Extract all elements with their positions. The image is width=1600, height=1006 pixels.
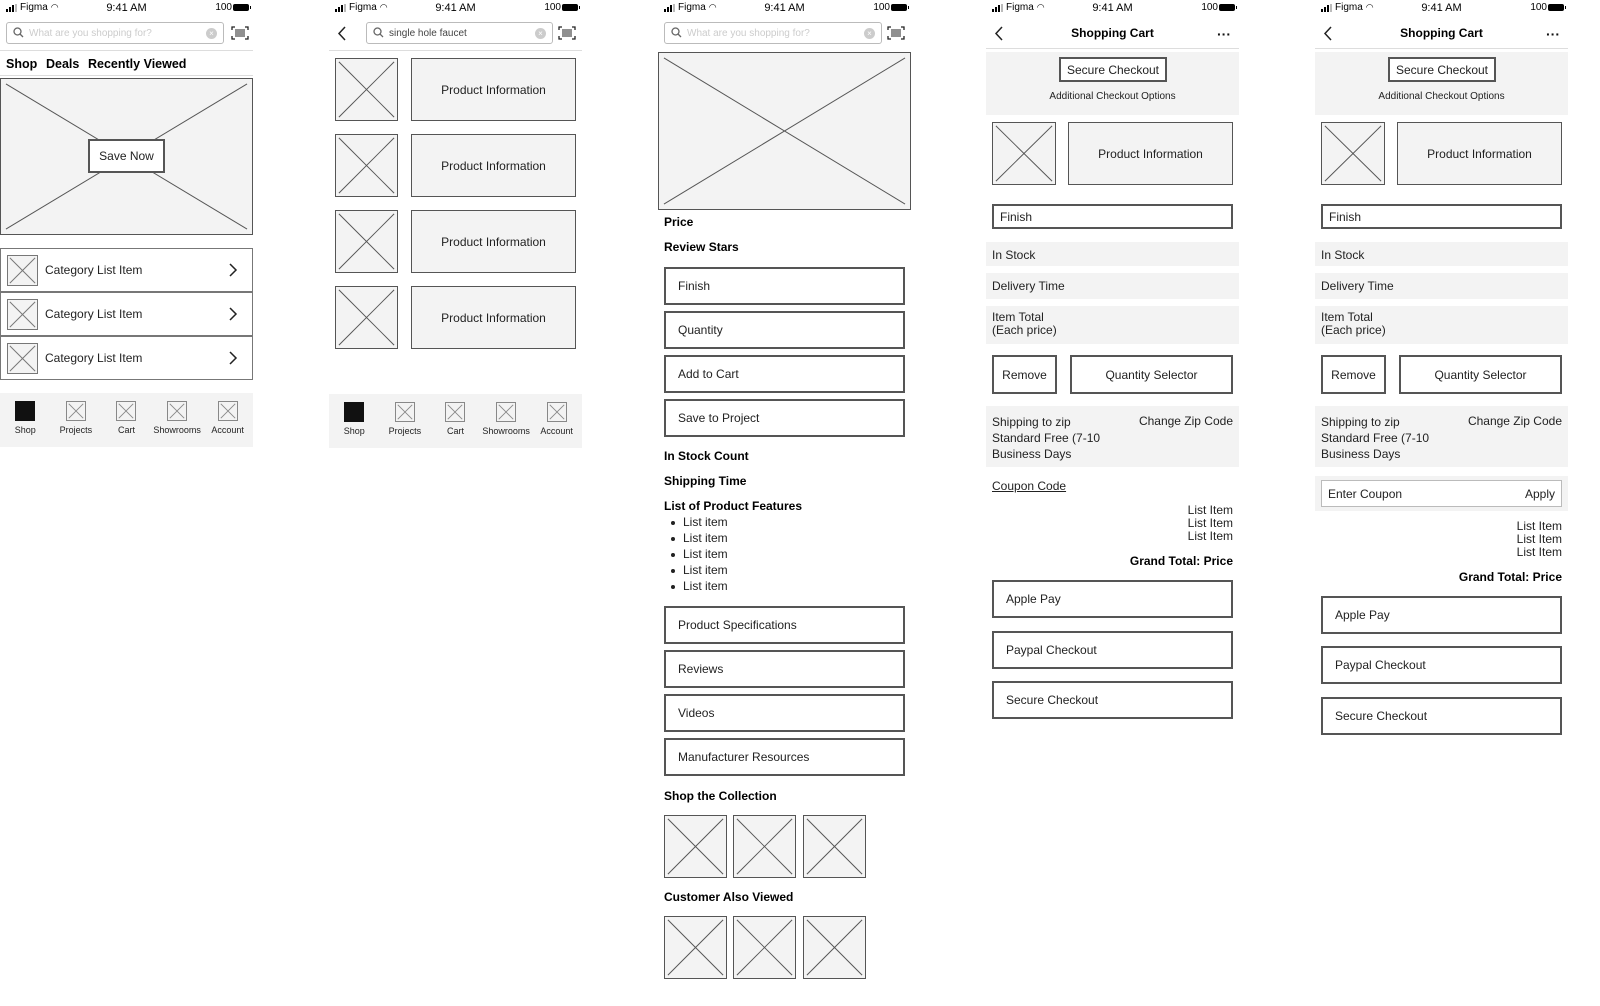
paypal-checkout-button[interactable]: Paypal Checkout (1321, 646, 1562, 684)
collection-item-image[interactable] (664, 815, 727, 878)
also-viewed-title: Customer Also Viewed (664, 890, 794, 904)
wifi-icon: ◠ (708, 2, 717, 12)
tab-label: Shop (343, 426, 365, 436)
status-time: 9:41 AM (764, 2, 805, 14)
category-label: Category List Item (45, 307, 143, 321)
wifi-icon: ◠ (1036, 2, 1045, 12)
item-total-label: Item Total (Each price) (1321, 310, 1386, 337)
also-viewed-item-image[interactable] (803, 916, 866, 979)
tab-label: Account (540, 426, 573, 436)
tab-account[interactable] (532, 402, 581, 448)
back-icon[interactable] (337, 26, 347, 41)
also-viewed-item-image[interactable] (664, 916, 727, 979)
carrier-label: Figma (20, 2, 48, 13)
barcode-scan-icon[interactable] (558, 26, 576, 40)
status-bar (658, 0, 911, 16)
collection-item-image[interactable] (733, 815, 796, 878)
cart-icon (445, 402, 465, 422)
more-icon[interactable]: ··· (1546, 26, 1560, 42)
nav-deals[interactable]: Deals (46, 57, 80, 71)
battery-label: 100 (215, 2, 232, 13)
category-label: Category List Item (45, 351, 143, 365)
battery-icon (1548, 4, 1564, 11)
delivery-time-label: Delivery Time (1321, 279, 1394, 293)
status-time: 9:41 AM (435, 2, 476, 14)
battery-label: 100 (873, 2, 890, 13)
tab-label: Shop (14, 425, 36, 435)
tab-projects[interactable] (380, 402, 429, 448)
search-input[interactable] (6, 22, 224, 44)
change-zip-link[interactable]: Change Zip Code (1138, 414, 1233, 428)
tab-label: Cart (117, 425, 135, 435)
in-stock-count: In Stock Count (664, 449, 749, 463)
wifi-icon: ◠ (50, 2, 59, 12)
product-information[interactable]: Product Information (411, 286, 576, 349)
cart-icon (116, 401, 136, 421)
cart-product-image[interactable] (992, 122, 1056, 185)
carrier-label: Figma (349, 2, 377, 13)
tab-shop[interactable] (330, 402, 379, 448)
shop-collection-title: Shop the Collection (664, 789, 777, 803)
status-time: 9:41 AM (1092, 2, 1133, 14)
shipping-info: Shipping to zip Standard Free (7-10 Business Days (1321, 415, 1430, 461)
features-title: List of Product Features (664, 499, 803, 513)
tab-label: Showrooms (153, 425, 201, 435)
apple-pay-button[interactable]: Apple Pay (1321, 596, 1562, 634)
category-image (7, 255, 38, 286)
battery-icon (891, 4, 907, 11)
category-label: Category List Item (45, 263, 143, 277)
screen-home (0, 0, 253, 1006)
category-image (7, 299, 38, 330)
category-list-item[interactable] (0, 292, 253, 336)
search-input[interactable] (664, 22, 882, 44)
finish-selector[interactable]: Finish (664, 267, 905, 305)
clear-icon[interactable]: × (206, 28, 217, 39)
status-time: 9:41 AM (1421, 2, 1462, 14)
page-title: Shopping Cart (1400, 26, 1483, 40)
save-now-button[interactable]: Save Now (88, 139, 165, 173)
showrooms-icon (167, 401, 187, 421)
battery-label: 100 (544, 2, 561, 13)
additional-checkout-options[interactable]: Additional Checkout Options (1378, 91, 1505, 102)
search-input[interactable] (366, 22, 553, 44)
coupon-placeholder: Enter Coupon (1328, 487, 1403, 501)
reviews-button[interactable]: Reviews (664, 650, 905, 688)
shop-icon (15, 401, 35, 421)
collection-item-image[interactable] (803, 815, 866, 878)
category-image (7, 343, 38, 374)
remove-button[interactable]: Remove (1321, 355, 1386, 394)
order-summary-list: List Item List Item List Item (1187, 503, 1233, 543)
status-bar (1315, 0, 1568, 16)
page-title: Shopping Cart (1071, 26, 1154, 40)
manufacturer-resources-button[interactable]: Manufacturer Resources (664, 738, 905, 776)
in-stock-label: In Stock (992, 248, 1036, 262)
tab-account[interactable] (203, 401, 252, 447)
secure-checkout-button[interactable]: Secure Checkout (992, 681, 1233, 719)
tab-label: Cart (446, 426, 464, 436)
carrier-label: Figma (678, 2, 706, 13)
grand-total: Grand Total: Price (1458, 570, 1562, 584)
account-icon (218, 401, 238, 421)
status-bar (986, 0, 1239, 16)
review-stars[interactable]: Review Stars (664, 240, 739, 254)
remove-button[interactable]: Remove (992, 355, 1057, 394)
search-icon (671, 27, 682, 38)
paypal-checkout-button[interactable]: Paypal Checkout (992, 631, 1233, 669)
carrier-label: Figma (1335, 2, 1363, 13)
search-value: single hole faucet (389, 27, 467, 39)
nav-recently-viewed[interactable]: Recently Viewed (88, 57, 187, 71)
finish-field[interactable]: Finish (1321, 204, 1562, 229)
tab-shop[interactable] (1, 401, 50, 447)
search-placeholder: What are you shopping for? (687, 27, 810, 39)
status-bar (329, 0, 582, 16)
carrier-label: Figma (1006, 2, 1034, 13)
product-hero-image[interactable] (658, 52, 911, 210)
feature-item: List item (664, 515, 728, 531)
finish-field[interactable]: Finish (992, 204, 1233, 229)
add-to-cart-button[interactable]: Add to Cart (664, 355, 905, 393)
feature-item: List item (664, 563, 728, 579)
apply-coupon-button[interactable]: Apply (1524, 487, 1555, 501)
account-icon (547, 402, 567, 422)
status-time: 9:41 AM (106, 2, 147, 14)
barcode-scan-icon[interactable] (231, 26, 249, 40)
secure-checkout-top-button[interactable]: Secure Checkout (1388, 57, 1496, 82)
quantity-selector[interactable]: Quantity Selector (1399, 355, 1562, 394)
tab-label: Showrooms (482, 426, 530, 436)
features-list (664, 515, 728, 595)
product-image[interactable] (335, 58, 398, 121)
tab-cart[interactable] (431, 402, 480, 448)
order-summary-list: List Item List Item List Item (1516, 519, 1562, 559)
search-icon (373, 27, 384, 38)
projects-icon (66, 401, 86, 421)
battery-icon (1219, 4, 1235, 11)
save-to-project-button[interactable]: Save to Project (664, 399, 905, 437)
clear-icon[interactable]: × (535, 28, 546, 39)
barcode-scan-icon[interactable] (887, 26, 905, 40)
product-information[interactable]: Product Information (411, 134, 576, 197)
additional-checkout-options[interactable]: Additional Checkout Options (1049, 91, 1176, 102)
price-label: Price (664, 215, 694, 229)
tab-label: Projects (388, 426, 422, 436)
secure-checkout-top-button[interactable]: Secure Checkout (1059, 57, 1167, 82)
change-zip-link[interactable]: Change Zip Code (1467, 414, 1562, 428)
cart-product-information[interactable]: Product Information (1397, 122, 1562, 185)
battery-icon (562, 4, 578, 11)
coupon-code-link[interactable]: Coupon Code (992, 479, 1067, 493)
showrooms-icon (496, 402, 516, 422)
screen-search-results (329, 0, 582, 1006)
tab-label: Account (211, 425, 244, 435)
wifi-icon: ◠ (379, 2, 388, 12)
chevron-right-icon (228, 350, 238, 366)
chevron-right-icon (228, 306, 238, 322)
category-list-item[interactable] (0, 248, 253, 292)
tab-bar (329, 394, 582, 448)
secure-checkout-button[interactable]: Secure Checkout (1321, 697, 1562, 735)
tab-cart[interactable] (102, 401, 151, 447)
search-icon (13, 27, 24, 38)
quantity-selector[interactable]: Quantity Selector (1070, 355, 1233, 394)
product-image[interactable] (335, 286, 398, 349)
more-icon[interactable]: ··· (1217, 26, 1231, 42)
projects-icon (395, 402, 415, 422)
also-viewed-item-image[interactable] (733, 916, 796, 979)
screen-shopping-cart (986, 0, 1239, 1006)
tab-showrooms[interactable] (482, 402, 531, 448)
in-stock-label: In Stock (1321, 248, 1365, 262)
product-information[interactable]: Product Information (411, 210, 576, 273)
feature-item: List item (664, 531, 728, 547)
clear-icon[interactable]: × (864, 28, 875, 39)
videos-button[interactable]: Videos (664, 694, 905, 732)
feature-item: List item (664, 579, 728, 595)
product-specifications-button[interactable]: Product Specifications (664, 606, 905, 644)
shipping-time: Shipping Time (664, 474, 747, 488)
item-total-label: Item Total (Each price) (992, 310, 1057, 337)
cart-product-information[interactable]: Product Information (1068, 122, 1233, 185)
battery-label: 100 (1530, 2, 1547, 13)
tab-showrooms[interactable] (153, 401, 202, 447)
product-image[interactable] (335, 210, 398, 273)
product-image[interactable] (335, 134, 398, 197)
tab-projects[interactable] (51, 401, 100, 447)
product-information[interactable]: Product Information (411, 58, 576, 121)
category-list-item[interactable] (0, 336, 253, 380)
chevron-right-icon (228, 262, 238, 278)
nav-shop[interactable]: Shop (6, 57, 38, 71)
feature-item: List item (664, 547, 728, 563)
shipping-info: Shipping to zip Standard Free (7-10 Business Days (992, 415, 1101, 461)
apple-pay-button[interactable]: Apple Pay (992, 580, 1233, 618)
shop-icon (344, 402, 364, 422)
quantity-selector[interactable]: Quantity (664, 311, 905, 349)
status-bar (0, 0, 253, 16)
screen-shopping-cart-coupon (1315, 0, 1568, 1006)
battery-icon (233, 4, 249, 11)
tab-bar (0, 393, 253, 447)
grand-total: Grand Total: Price (1129, 554, 1233, 568)
tab-label: Projects (59, 425, 93, 435)
search-placeholder: What are you shopping for? (29, 27, 152, 39)
screen-product-detail (658, 0, 911, 1006)
wifi-icon: ◠ (1365, 2, 1374, 12)
battery-label: 100 (1201, 2, 1218, 13)
delivery-time-label: Delivery Time (992, 279, 1065, 293)
cart-product-image[interactable] (1321, 122, 1385, 185)
